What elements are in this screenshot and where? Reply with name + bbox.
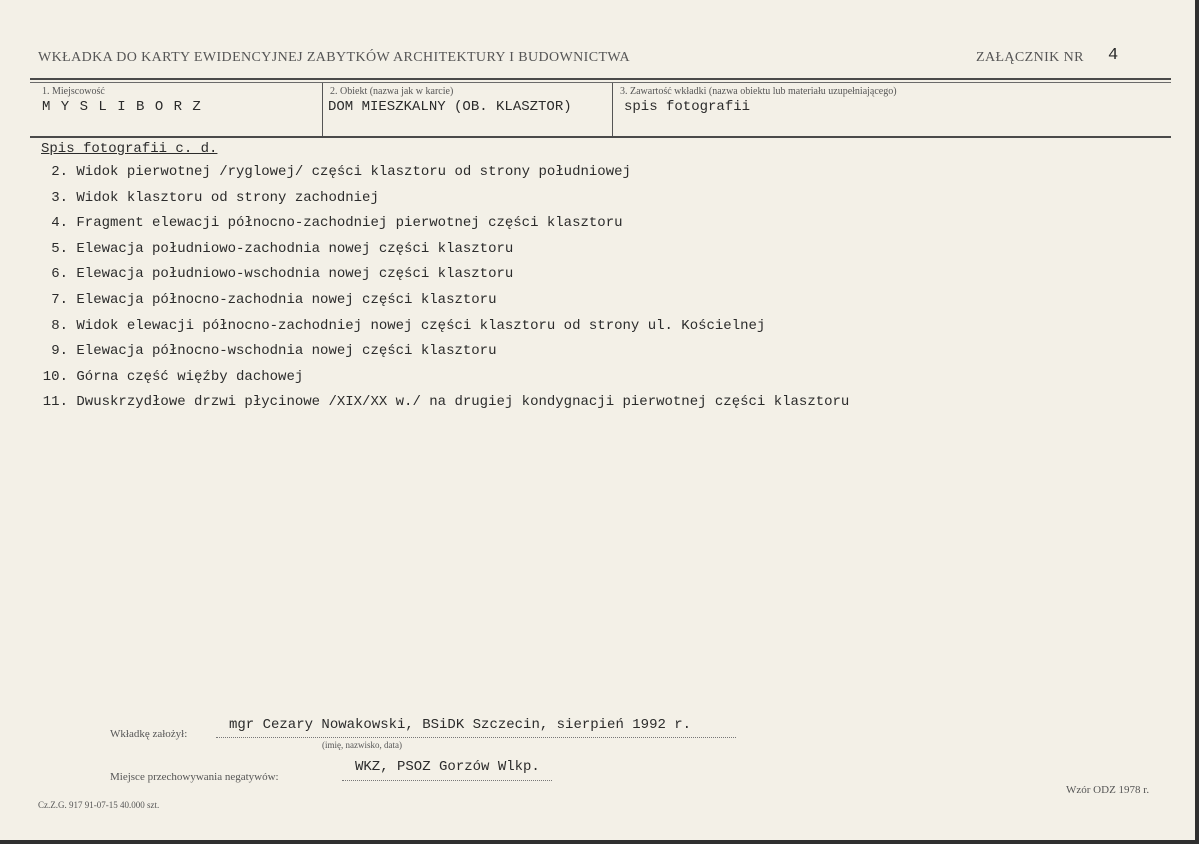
list-item-text: Górna część więźby dachowej <box>76 368 304 385</box>
list-item-number: 11. <box>42 394 68 411</box>
list-item-text: Elewacja południowo-zachodnia nowej części klasztoru <box>76 240 514 257</box>
list-item <box>30 266 849 292</box>
list-item-number: 6. <box>51 266 68 283</box>
list-item-text: Fragment elewacji północno-zachodniej pierwotnej części klasztoru <box>76 215 623 232</box>
annex-label: ZAŁĄCZNIK NR <box>976 50 1084 65</box>
field-label-object: 2. Obiekt (nazwa jak w karcie) <box>330 86 454 97</box>
founded-value: mgr Cezary Nowakowski, BSiDK Szczecin, sierpień 1992 r. <box>229 717 692 733</box>
storage-value: WKZ, PSOZ Gorzów Wlkp. <box>355 759 540 775</box>
list-item-number: 9. <box>51 343 68 360</box>
list-item-number: 2. <box>51 164 68 180</box>
field-divider-1 <box>322 83 323 136</box>
list-item-text: Widok elewacji północno-zachodniej nowej części klasztoru od strony ul. Kościelnej <box>76 317 766 334</box>
list-item <box>30 241 849 267</box>
list-item-number: 10. <box>42 368 68 385</box>
annex-number: 4 <box>1108 46 1119 65</box>
list-item <box>30 164 849 190</box>
list-item-number: 3. <box>51 189 68 206</box>
list-item-text: Dwuskrzydłowe drzwi płycinowe /XIX/XX w./ na drugiej kondygnacji pierwotnej części klasztoru <box>76 394 850 411</box>
field-value-locality: M Y S L I B O R Z <box>42 99 202 115</box>
list-item <box>30 369 849 395</box>
list-item-number: 7. <box>51 291 68 308</box>
list-item-text: Elewacja południowo-wschodnia nowej części klasztoru <box>76 266 514 283</box>
field-value-contents: spis fotografii <box>624 99 751 115</box>
list-item <box>30 215 849 241</box>
list-item-text: Widok klasztoru od strony zachodniej <box>76 189 379 206</box>
list-item <box>30 292 849 318</box>
list-item-text: Elewacja północno-zachodnia nowej części klasztoru <box>76 291 497 308</box>
list-item-number: 8. <box>51 317 68 334</box>
photo-list <box>30 164 849 420</box>
founded-dotted-line <box>216 737 736 738</box>
founded-hint: (imię, nazwisko, data) <box>322 740 402 750</box>
founded-label: Wkładkę założył: <box>110 728 188 740</box>
header-rule <box>30 78 1171 80</box>
list-item-number: 4. <box>51 215 68 232</box>
field-divider-2 <box>612 83 613 136</box>
form-title: WKŁADKA DO KARTY EWIDENCYJNEJ ZABYTKÓW ARCHITEKTURY I BUDOWNICTWA <box>38 50 630 65</box>
storage-dotted-line <box>342 780 552 781</box>
field-label-contents: 3. Zawartość wkładki (nazwa obiektu lub materiału uzupełniającego) <box>620 86 897 97</box>
photo-list-title: Spis fotografii c. d. <box>41 141 218 157</box>
storage-label: Miejsce przechowywania negatywów: <box>110 771 279 783</box>
list-item <box>30 394 849 420</box>
print-info: Cz.Z.G. 917 91-07-15 40.000 szt. <box>38 800 160 810</box>
list-item-text: Elewacja północno-wschodnia nowej części klasztoru <box>76 343 497 360</box>
header-rule-thin <box>30 82 1171 83</box>
field-value-object: DOM MIESZKALNY (OB. KLASZTOR) <box>328 99 572 115</box>
list-item <box>30 190 849 216</box>
field-label-locality: 1. Miejscowość <box>42 86 105 97</box>
list-item <box>30 343 849 369</box>
list-item-number: 5. <box>51 240 68 257</box>
form-version: Wzór ODZ 1978 r. <box>1066 784 1150 796</box>
list-item <box>30 318 849 344</box>
fields-bottom-rule <box>30 136 1171 138</box>
list-item-text: Widok pierwotnej /ryglowej/ części klasztoru od strony południowej <box>76 164 631 180</box>
